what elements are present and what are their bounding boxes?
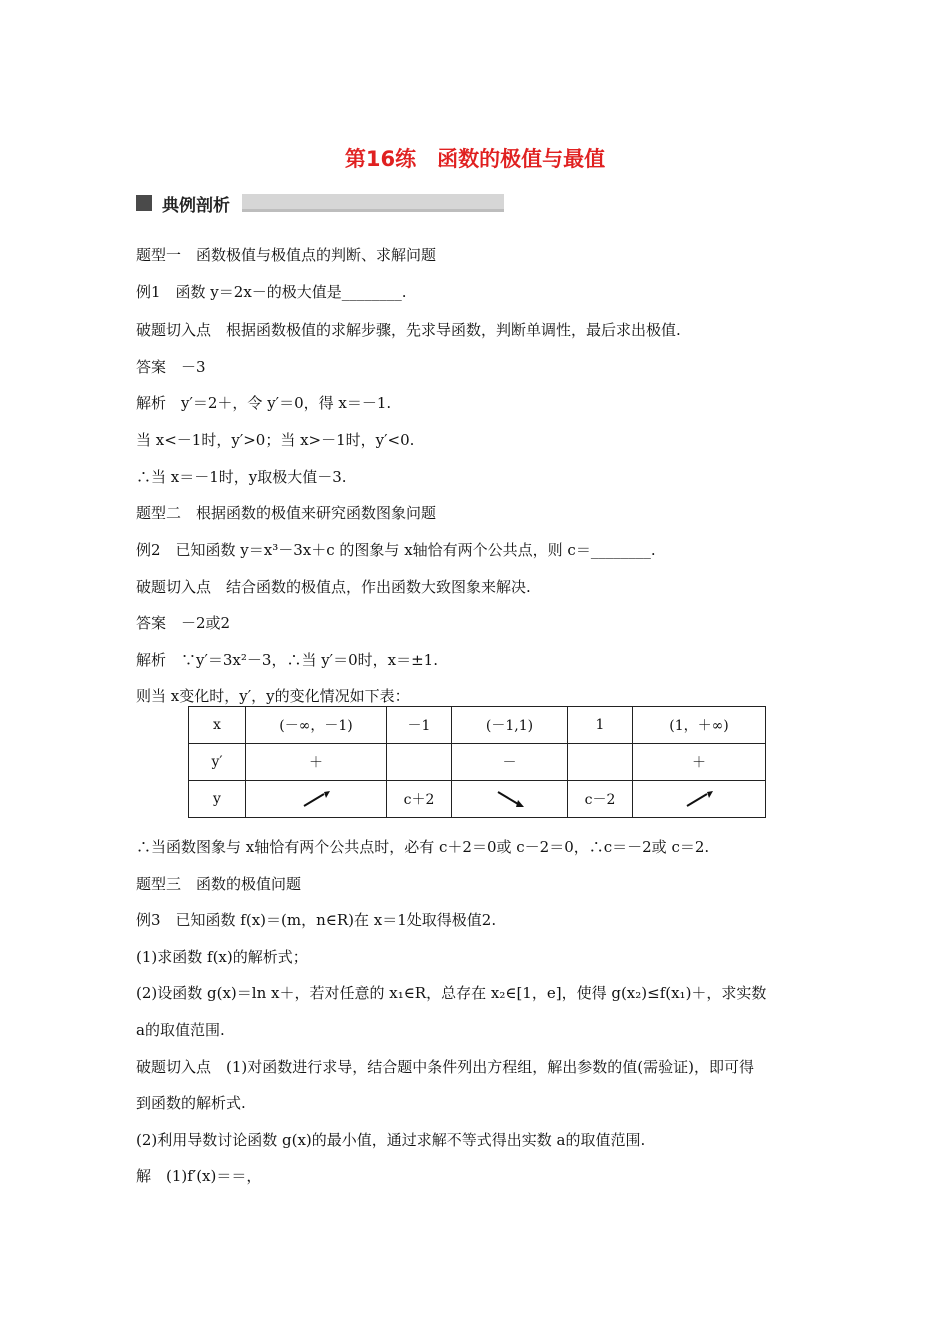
text-line: 题型一 函数极值与极值点的判断、求解问题 bbox=[136, 246, 437, 264]
table-cell: c＋2 bbox=[387, 781, 452, 818]
text-line: 破题切入点 结合函数的极值点，作出函数大致图象来解决. bbox=[136, 578, 531, 596]
table-cell: c－2 bbox=[568, 781, 633, 818]
text-line: 到函数的解析式. bbox=[136, 1094, 246, 1112]
text-line: 答案 －2或2 bbox=[136, 614, 231, 632]
text-line: 则当 x变化时，y′，y的变化情况如下表： bbox=[136, 687, 410, 705]
text-line: 解 (1)f′(x)＝＝， bbox=[136, 1167, 262, 1185]
table-cell: ＋ bbox=[633, 744, 766, 781]
decreasing-arrow-icon bbox=[492, 788, 528, 810]
text-line: (2)利用导数讨论函数 g(x)的最小值，通过求解不等式得出实数 a的取值范围. bbox=[136, 1131, 646, 1149]
text-line: 例3 已知函数 f(x)＝(m，n∈R)在 x＝1处取得极值2. bbox=[136, 911, 497, 929]
page-title: 第16练 函数的极值与最值 bbox=[344, 147, 606, 171]
text-line: 破题切入点 (1)对函数进行求导，结合题中条件列出方程组，解出参数的值(需验证)，即可得 bbox=[136, 1058, 754, 1076]
variation-table bbox=[188, 706, 766, 818]
table-cell bbox=[568, 744, 633, 781]
table-cell: ＋ bbox=[246, 744, 387, 781]
table-cell: － bbox=[452, 744, 568, 781]
text-line: 题型三 函数的极值问题 bbox=[136, 875, 302, 893]
table-cell: y bbox=[189, 781, 246, 818]
text-line: ∴当 x＝－1时，y取极大值－3. bbox=[136, 468, 347, 486]
section-square-icon bbox=[136, 195, 152, 211]
text-line: (1)求函数 f(x)的解析式； bbox=[136, 948, 308, 966]
text-line: 当 x<－1时，y′>0；当 x>－1时，y′<0. bbox=[136, 431, 415, 449]
table-cell bbox=[387, 744, 452, 781]
table-cell: y′ bbox=[189, 744, 246, 781]
text-line: 例1 函数 y＝2x－的极大值是________. bbox=[136, 283, 407, 301]
table-cell bbox=[633, 781, 766, 818]
increasing-arrow-icon bbox=[681, 788, 717, 810]
table-cell bbox=[246, 781, 387, 818]
table-cell: 1 bbox=[568, 707, 633, 744]
text-line: 破题切入点 根据函数极值的求解步骤，先求导函数，判断单调性，最后求出极值. bbox=[136, 321, 681, 339]
table-cell bbox=[452, 781, 568, 818]
text-line: 例2 已知函数 y＝x³－3x＋c 的图象与 x轴恰有两个公共点，则 c＝________. bbox=[136, 541, 656, 559]
table-cell: x bbox=[189, 707, 246, 744]
table-cell: －1 bbox=[387, 707, 452, 744]
text-line: 解析 y′＝2＋，令 y′＝0，得 x＝－1. bbox=[136, 394, 392, 412]
text-line: 答案 －3 bbox=[136, 358, 206, 376]
text-line: (2)设函数 g(x)＝ln x＋，若对任意的 x₁∈R，总存在 x₂∈[1，e]，使得 g(x₂)≤f(x₁)＋，求实数 bbox=[136, 984, 767, 1002]
table-cell: (1，＋∞) bbox=[633, 707, 766, 744]
text-line: 题型二 根据函数的极值来研究函数图象问题 bbox=[136, 504, 437, 522]
section-header bbox=[136, 192, 504, 214]
table-cell: (－1,1) bbox=[452, 707, 568, 744]
text-line: ∴当函数图象与 x轴恰有两个公共点时，必有 c＋2＝0或 c－2＝0，∴c＝－2或 c＝2. bbox=[136, 838, 710, 856]
text-line: 解析 ∵y′＝3x²－3，∴当 y′＝0时，x＝±1. bbox=[136, 651, 438, 669]
text-line: a的取值范围. bbox=[136, 1021, 225, 1039]
increasing-arrow-icon bbox=[298, 788, 334, 810]
table-row bbox=[189, 744, 766, 781]
table-row bbox=[189, 707, 766, 744]
table-row bbox=[189, 781, 766, 818]
table-cell: (－∞，－1) bbox=[246, 707, 387, 744]
section-bar bbox=[242, 194, 504, 212]
section-label: 典例剖析 bbox=[162, 195, 230, 216]
